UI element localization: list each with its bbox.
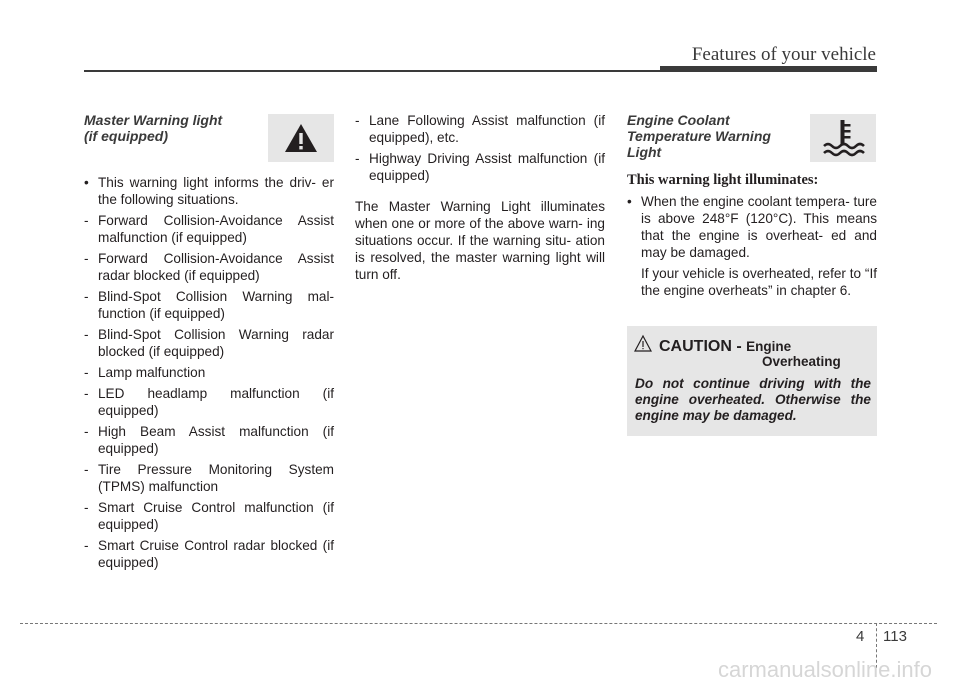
page-number: 113	[883, 628, 907, 645]
caution-triangle-icon	[633, 334, 653, 359]
caution-subject-line2: Overheating	[762, 354, 841, 369]
header-rule-accent	[660, 66, 877, 72]
list-item: - LED headlamp malfunction (if equipped)	[84, 386, 334, 418]
bullet-followup: If your vehicle is overheated, refer to “If the engine overheats” in chapter 6.	[641, 266, 877, 298]
caution-box	[627, 326, 877, 436]
list-item: - Smart Cruise Control radar blocked (if equipped)	[84, 538, 334, 570]
coolant-intro: This warning light illuminates:	[627, 172, 819, 188]
list-item: - Lane Following Assist malfunction (if equipped), etc.	[355, 113, 605, 145]
footer-rule	[20, 623, 937, 624]
bullet-item: • This warning light informs the driv- er the following situations.	[84, 175, 334, 207]
header-rule	[84, 70, 660, 72]
list-item: - Smart Cruise Control malfunction (if equipped)	[84, 500, 334, 532]
list-item: - High Beam Assist malfunction (if equipped)	[84, 424, 334, 456]
master-warning-title: Master Warning light (if equipped)	[84, 112, 223, 144]
list-item: - Forward Collision-Avoidance Assist radar blocked (if equipped)	[84, 251, 334, 283]
bullet-item: • When the engine coolant tempera- ture is above 248°F (120°C). This means that the engine is overheat- ed and may be damaged.	[627, 194, 877, 260]
header-title: Features of your vehicle	[691, 44, 876, 65]
list-item: - Blind-Spot Collision Warning radar blocked (if equipped)	[84, 327, 334, 359]
chapter-number: 4	[856, 628, 865, 645]
list-item: - Lamp malfunction	[84, 365, 206, 380]
watermark: carmanualsonline.info	[717, 657, 932, 682]
list-item: - Highway Driving Assist malfunction (if equipped)	[355, 151, 605, 183]
master-warning-continued	[355, 112, 605, 283]
master-warning-paragraph: The Master Warning Light illuminates when one or more of the above warn- ing situations occur. If the warning situ- ation is resolved, the master warning light will turn off.	[355, 199, 605, 282]
coolant-temperature-icon	[810, 114, 876, 162]
list-item: - Tire Pressure Monitoring System (TPMS) malfunction	[84, 462, 334, 494]
list-item: - Forward Collision-Avoidance Assist malfunction (if equipped)	[84, 213, 334, 245]
caution-subject-line1: Engine	[746, 339, 792, 354]
coolant-warning-title: Engine Coolant Temperature Warning Light	[627, 112, 771, 160]
caution-body: Do not continue driving with the engine overheated. Otherwise the engine may be damaged.	[635, 376, 871, 423]
warning-triangle-icon	[268, 114, 334, 162]
list-item: - Blind-Spot Collision Warning mal- function (if equipped)	[84, 289, 334, 321]
caution-label: CAUTION - Engine	[659, 338, 792, 355]
master-warning-section	[84, 112, 334, 575]
